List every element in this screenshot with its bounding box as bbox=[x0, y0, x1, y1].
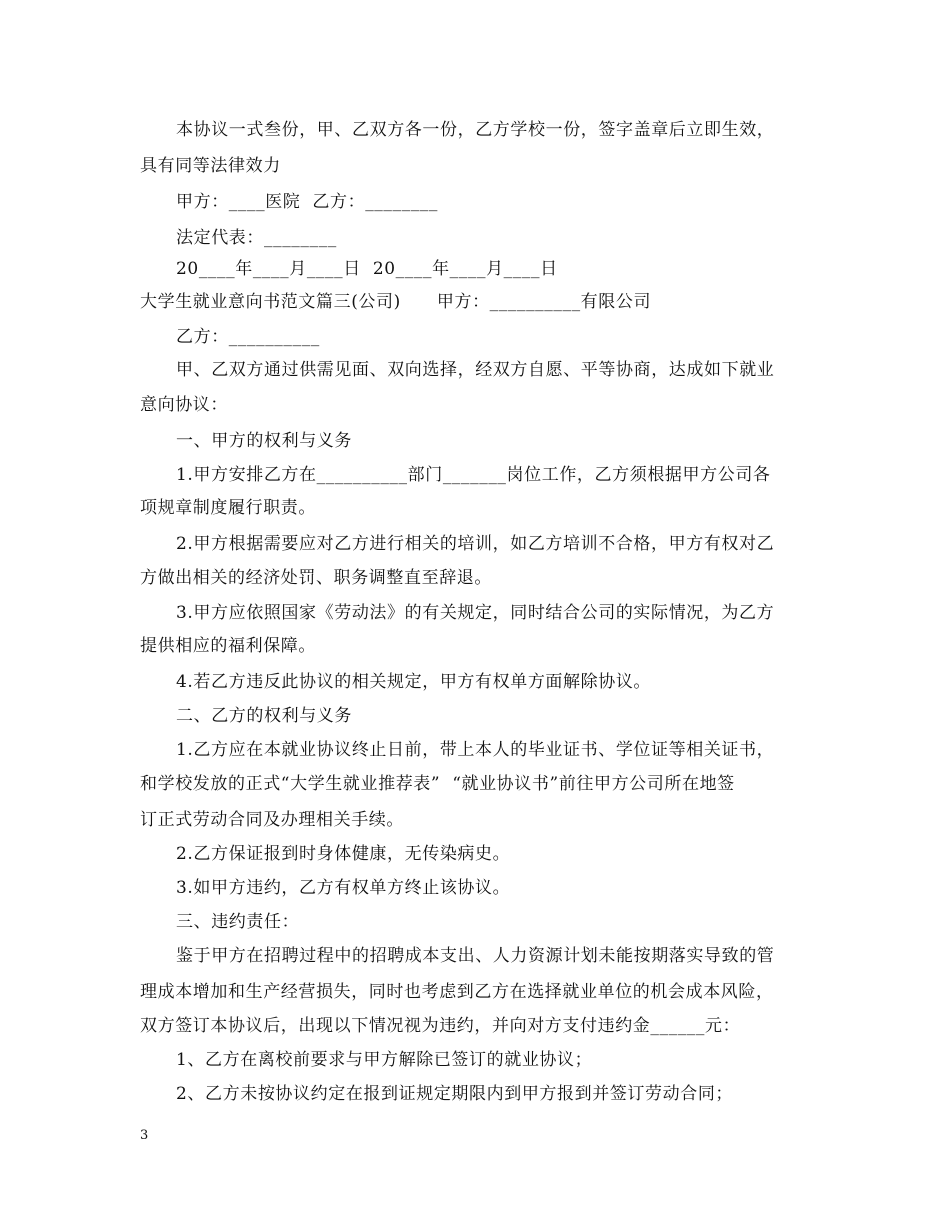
paragraph-line: 项规章制度履行职责。 bbox=[140, 498, 316, 518]
paragraph-line: 1.甲方安排乙方在__________部门_______岗位工作，乙方须根据甲方公司各 bbox=[176, 465, 771, 485]
paragraph-line: 2.乙方保证报到时身体健康，无传染病史。 bbox=[176, 844, 511, 864]
paragraph-line: 鉴于甲方在招聘过程中的招聘成本支出、人力资源计划未能按期落实导致的管 bbox=[176, 946, 775, 966]
paragraph-line: 2.甲方根据需要应对乙方进行相关的培训，如乙方培训不合格，甲方有权对乙 bbox=[176, 534, 775, 554]
paragraph-line: 甲、乙双方通过供需见面、双向选择，经双方自愿、平等协商，达成如下就业 bbox=[176, 360, 775, 380]
paragraph-line: 3.甲方应依照国家《劳动法》的有关规定，同时结合公司的实际情况，为乙方 bbox=[176, 603, 775, 623]
paragraph-line: 3.如甲方违约，乙方有权单方终止该协议。 bbox=[176, 878, 511, 898]
paragraph-line: 甲方：____医院 乙方：________ bbox=[176, 192, 439, 212]
paragraph-line: 和学校发放的正式“大学生就业推荐表” “就业协议书”前往甲方公司所在地签 bbox=[140, 774, 735, 794]
paragraph-line: 1、乙方在离校前要求与甲方解除已签订的就业协议； bbox=[176, 1050, 593, 1070]
paragraph-line: 理成本增加和生产经营损失，同时也考虑到乙方在选择就业单位的机会成本风险， bbox=[140, 982, 774, 1002]
paragraph-line: 本协议一式叁份，甲、乙双方各一份，乙方学校一份，签字盖章后立即生效， bbox=[176, 120, 775, 140]
paragraph-line: 意向协议： bbox=[140, 395, 228, 415]
section-heading: 大学生就业意向书范文篇三(公司) 甲方：__________有限公司 bbox=[140, 292, 652, 312]
paragraph-line: 法定代表：________ bbox=[176, 228, 337, 248]
paragraph-line: 1.乙方应在本就业协议终止日前，带上本人的毕业证书、学位证等相关证书， bbox=[176, 740, 775, 760]
section-heading: 三、违约责任： bbox=[176, 912, 300, 932]
paragraph-line: 双方签订本协议后，出现以下情况视为违约，并向对方支付违约金______元： bbox=[140, 1016, 741, 1036]
paragraph-line: 4.若乙方违反此协议的相关规定，甲方有权单方面解除协议。 bbox=[176, 672, 652, 692]
section-heading: 二、乙方的权利与义务 bbox=[176, 706, 352, 726]
paragraph-line: 订正式劳动合同及办理相关手续。 bbox=[140, 810, 404, 830]
page-number: 3 bbox=[140, 1128, 149, 1143]
paragraph-line: 20____年____月____日 20____年____月____日 bbox=[176, 259, 558, 279]
paragraph-line: 具有同等法律效力 bbox=[140, 156, 281, 176]
section-heading: 一、甲方的权利与义务 bbox=[176, 431, 352, 451]
paragraph-line: 乙方：__________ bbox=[176, 327, 320, 347]
paragraph-line: 方做出相关的经济处罚、职务调整直至辞退。 bbox=[140, 568, 492, 588]
paragraph-line: 提供相应的福利保障。 bbox=[140, 636, 316, 656]
paragraph-line: 2、乙方未按协议约定在报到证规定期限内到甲方报到并签订劳动合同； bbox=[176, 1084, 734, 1104]
